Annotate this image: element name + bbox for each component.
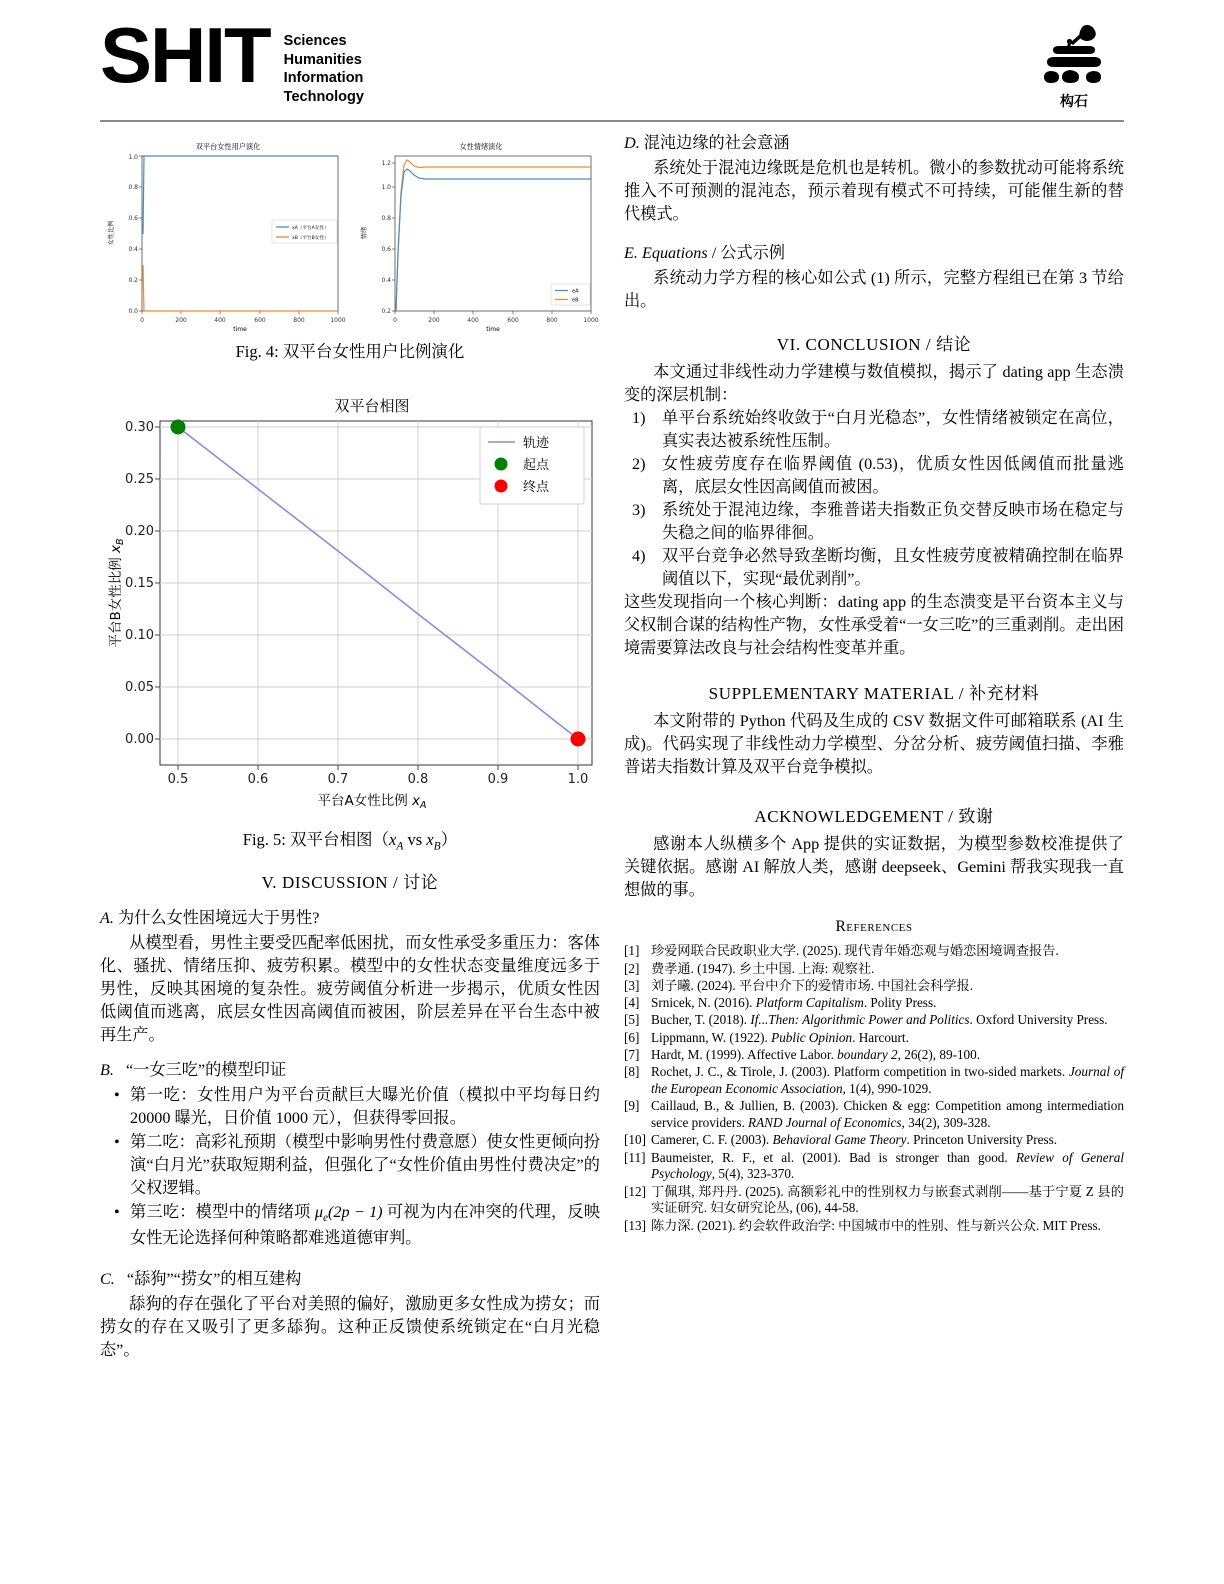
list-item: • 第二吃：高彩礼预期（模型中影响男性付费意愿）使女性更倾向扮演“白月光”获取短期利益，但强化了“女性价值由男性付费决定”的父权逻辑。 bbox=[130, 1131, 600, 1200]
reference-text: 陈力深. (2021). 约会软件政治学: 中国城市中的性别、性与新兴公众. MIT Press. bbox=[651, 1217, 1101, 1233]
list-item: 女性疲劳度存在临界阈值 (0.53)，优质女性因低阈值而批量逃离，底层女性因高阈值而被困。 bbox=[662, 455, 1124, 497]
reference-number: [11] bbox=[624, 1149, 646, 1165]
svg-text:1.2: 1.2 bbox=[381, 160, 391, 167]
chart-female-emotion-evolution bbox=[353, 132, 600, 332]
journal-logo-wordmark: SHIT bbox=[100, 11, 270, 99]
section-heading-conclusion: VI. CONCLUSION / 结论 bbox=[776, 335, 972, 354]
publisher-logo bbox=[1024, 16, 1124, 111]
fig5-caption-post: ） bbox=[440, 830, 458, 850]
fig5-caption-sub-a: A bbox=[396, 840, 404, 853]
svg-text:0.6: 0.6 bbox=[128, 215, 138, 222]
subsection-e-heading bbox=[624, 242, 1124, 265]
reference-text: 费孝通. (1947). 乡土中国. 上海: 观察社. bbox=[651, 960, 875, 976]
reference-text: Camerer, C. F. (2003). Behavioral Game Theory. Princeton University Press. bbox=[651, 1132, 1058, 1148]
svg-text:0.20: 0.20 bbox=[125, 524, 154, 540]
subsection-c-label: C. bbox=[100, 1269, 115, 1288]
chart-dual-platform-phase-diagram bbox=[100, 383, 600, 813]
svg-text:eB: eB bbox=[572, 297, 579, 304]
svg-text:0.30: 0.30 bbox=[125, 420, 154, 436]
paragraph-conclusion-intro: 本文通过非线性动力学建模与数值模拟，揭示了 dating app 生态溃变的深层机制： bbox=[624, 363, 1124, 405]
conclusion-list bbox=[624, 407, 1124, 591]
reference-item bbox=[624, 943, 1124, 960]
reference-number: [5] bbox=[624, 1012, 640, 1028]
svg-text:轨迹: 轨迹 bbox=[523, 436, 550, 452]
svg-text:终点: 终点 bbox=[523, 480, 550, 496]
reference-item bbox=[624, 978, 1124, 995]
subsection-d-label: D. bbox=[624, 134, 640, 152]
reference-item bbox=[624, 1218, 1124, 1235]
svg-text:xA（平台A女性）: xA（平台A女性） bbox=[292, 226, 329, 231]
paragraph-acknowledgement: 感谢本人纵横多个 App 提供的实证数据，为模型参数校准提供了关键依据。感谢 AI 解放人类，感谢 deepseek、Gemini 帮我实现我一直想做的事。 bbox=[624, 835, 1124, 900]
reference-text: 刘子曦. (2024). 平台中介下的爱情市场. 中国社会科学报. bbox=[651, 977, 973, 993]
journal-logo bbox=[100, 11, 364, 106]
reference-number: [3] bbox=[624, 977, 640, 993]
svg-text:200: 200 bbox=[175, 317, 187, 324]
figure-5 bbox=[100, 383, 600, 855]
subsection-b-heading bbox=[100, 1059, 600, 1082]
svg-text:双平台相图: 双平台相图 bbox=[334, 397, 410, 416]
svg-text:0: 0 bbox=[140, 317, 144, 324]
svg-text:0.2: 0.2 bbox=[381, 308, 391, 315]
subsection-e-title-en: Equations bbox=[641, 244, 708, 262]
subsection-a-title: 为什么女性困境远大于男性? bbox=[117, 909, 320, 928]
reference-item bbox=[624, 961, 1124, 978]
paragraph-conclusion-outro: 这些发现指向一个核心判断：dating app 的生态溃变是平台资本主义与父权制合谋的结构性产物，女性承受着“一女三吃”的三重剥削。走出困境需要算法改良与社会结构性变革并重。 bbox=[624, 593, 1124, 658]
svg-text:0.4: 0.4 bbox=[128, 246, 138, 253]
reference-text: 珍爱网联合民政职业大学. (2025). 现代青年婚恋观与婚恋困境调查报告. bbox=[651, 943, 1059, 959]
paragraph-equations: 系统动力学方程的核心如公式 (1) 所示，完整方程组已在第 3 节给出。 bbox=[624, 269, 1124, 310]
subsection-b-title: “一女三吃”的模型印证 bbox=[125, 1061, 287, 1080]
svg-text:200: 200 bbox=[428, 317, 440, 324]
section-heading-supplementary: SUPPLEMENTARY MATERIAL / 补充材料 bbox=[708, 684, 1040, 704]
fig5-caption-pre: Fig. 5: 双平台相图（ bbox=[242, 830, 390, 850]
left-column bbox=[100, 132, 600, 1362]
list-item: 双平台竞争必然导致垄断均衡，且女性疲劳度被精确控制在临界阈值以下，实现“最优剥削”。 bbox=[662, 547, 1124, 589]
section-heading-discussion: V. DISCUSSION / 讨论 bbox=[261, 873, 439, 893]
svg-text:eA: eA bbox=[572, 288, 579, 295]
reference-text: Rochet, J. C., & Tirole, J. (2003). Platform competition in two-sided markets. Journal of the European Economic Association, 1(4), 990-1029. bbox=[651, 1064, 1124, 1096]
svg-text:0.8: 0.8 bbox=[381, 215, 391, 222]
subsection-a-heading bbox=[100, 907, 600, 930]
svg-text:0.05: 0.05 bbox=[125, 680, 154, 696]
reference-list bbox=[624, 943, 1124, 1234]
reference-item bbox=[624, 1132, 1124, 1149]
paragraph-discussion-a: 从模型看，男性主要受匹配率低困扰，而女性承受多重压力：客体化、骚扰、情绪压抑、疲劳积累。模型中的女性状态变量维度远多于男性，反映其困境的复杂性。疲劳阈值分析进一步揭示，优质女性因低阈值而逃离，底层女性因高阈值而被困，阶层差异在平台生态中被再生产。 bbox=[100, 934, 600, 1045]
svg-text:600: 600 bbox=[507, 317, 519, 324]
svg-text:0.5: 0.5 bbox=[167, 772, 189, 788]
svg-text:1.0: 1.0 bbox=[567, 772, 589, 788]
svg-text:0.10: 0.10 bbox=[125, 628, 154, 644]
svg-text:0.8: 0.8 bbox=[128, 184, 138, 191]
tagline-line-1: Sciences bbox=[283, 33, 347, 49]
svg-text:0.8: 0.8 bbox=[407, 772, 429, 788]
svg-text:0.2: 0.2 bbox=[128, 277, 138, 284]
chart-dual-platform-female-ratio bbox=[100, 132, 347, 332]
reference-item bbox=[624, 995, 1124, 1012]
reference-text: Caillaud, B., & Jullien, B. (2003). Chicken & egg: Competition among intermediation service providers. RAND Journal of Economics, 34(2), 309-328. bbox=[651, 1098, 1124, 1131]
list-item bbox=[130, 1201, 600, 1249]
end-point-marker bbox=[571, 732, 586, 747]
section-heading-references: References bbox=[835, 918, 913, 936]
svg-text:女性情绪演化: 女性情绪演化 bbox=[459, 142, 503, 151]
tagline-line-4: Technology bbox=[283, 88, 364, 105]
svg-text:600: 600 bbox=[254, 317, 266, 324]
fig5-caption-xa: x bbox=[389, 830, 397, 850]
paragraph-supplementary: 本文附带的 Python 代码及生成的 CSV 数据文件可邮箱联系 (AI 生成)。代码实现了非线性动力学模型、分岔分析、疲劳阈值扫描、李雅普诺夫指数计算及双平台竞争模拟。 bbox=[624, 712, 1124, 777]
svg-text:0.25: 0.25 bbox=[125, 472, 154, 488]
chart-legend bbox=[480, 427, 584, 504]
reference-number: [4] bbox=[624, 995, 640, 1011]
subsection-e-label: E. bbox=[624, 244, 638, 262]
figure-4 bbox=[100, 132, 600, 363]
masthead bbox=[100, 11, 1124, 122]
svg-text:起点: 起点 bbox=[523, 458, 550, 474]
masthead-divider bbox=[100, 120, 1124, 122]
figure-5-caption bbox=[100, 828, 600, 855]
tagline-line-3: Information bbox=[283, 70, 364, 86]
svg-text:0: 0 bbox=[393, 317, 397, 324]
reference-text: Baumeister, R. F., et al. (2001). Bad is stronger than good. Review of General Psychology, 5(4), 323-370. bbox=[651, 1149, 1124, 1182]
svg-text:1.0: 1.0 bbox=[381, 184, 391, 191]
fig5-caption-sub-b: B bbox=[433, 840, 441, 853]
reference-number: [1] bbox=[624, 943, 640, 959]
list-item: 系统处于混沌边缘，李雅普诺夫指数正负交替反映市场在稳定与失稳之间的临界徘徊。 bbox=[662, 501, 1124, 543]
bullet3-post: 可视为内在冲突的代理，反映女性无论选择何种策略都难逃道德审判。 bbox=[130, 1203, 601, 1247]
reference-text: Lippmann, W. (1922). Public Opinion. Harcourt. bbox=[651, 1029, 909, 1045]
subsection-c-heading bbox=[100, 1268, 600, 1291]
reference-text: Hardt, M. (1999). Affective Labor. boundary 2, 26(2), 89-100. bbox=[651, 1046, 981, 1062]
svg-text:1.0: 1.0 bbox=[128, 154, 138, 161]
reference-item bbox=[624, 1012, 1124, 1029]
subsection-e-title-cn: / 公式示例 bbox=[707, 244, 785, 262]
reference-item bbox=[624, 1030, 1124, 1047]
svg-text:0.0: 0.0 bbox=[128, 308, 138, 315]
paragraph-discussion-d: 系统处于混沌边缘既是危机也是转机。微小的参数扰动可能将系统推入不可预测的混沌态，预示着现有模式不可持续，可能催生新的替代模式。 bbox=[624, 159, 1124, 223]
reference-number: [2] bbox=[624, 960, 640, 976]
svg-text:1000: 1000 bbox=[583, 317, 599, 324]
svg-text:time: time bbox=[486, 326, 500, 332]
svg-text:0.7: 0.7 bbox=[327, 772, 349, 788]
bullet3-pre: 第三吃：模型中的情绪项 bbox=[130, 1203, 315, 1222]
bullet3-expr: (2p − 1) bbox=[328, 1203, 383, 1222]
section-heading-acknowledgement: ACKNOWLEDGEMENT / 致谢 bbox=[754, 807, 994, 827]
reference-number: [8] bbox=[624, 1064, 640, 1080]
svg-text:0.6: 0.6 bbox=[381, 246, 391, 253]
reference-item bbox=[624, 1150, 1124, 1184]
list-item: • 第一吃：女性用户为平台贡献巨大曝光价值（模拟中平均每日约 20000 曝光，日价值 1000 元），但获得零回报。 bbox=[130, 1084, 600, 1130]
reference-number: [6] bbox=[624, 1029, 640, 1045]
journal-logo-tagline bbox=[284, 32, 364, 106]
subsection-a-label: A. bbox=[100, 909, 114, 928]
reference-text: 丁佩琪, 郑丹丹. (2025). 高额彩礼中的性别权力与嵌套式剥削——基于宁夏 Z 县的实证研究. 妇女研究论丛, (06), 44-58. bbox=[651, 1183, 1124, 1216]
reference-text: Bucher, T. (2018). If...Then: Algorithmic Power and Politics. Oxford University Press. bbox=[651, 1012, 1108, 1028]
chart-legend bbox=[551, 284, 590, 305]
reference-item bbox=[624, 1064, 1124, 1098]
svg-text:双平台女性用户演化: 双平台女性用户演化 bbox=[195, 142, 261, 151]
svg-text:800: 800 bbox=[293, 317, 305, 324]
reference-number: [12] bbox=[624, 1183, 646, 1199]
reference-number: [9] bbox=[624, 1098, 640, 1114]
stacked-stones-sisyphus-icon bbox=[1024, 16, 1124, 90]
reference-item bbox=[624, 1184, 1124, 1218]
reference-item bbox=[624, 1047, 1124, 1064]
svg-text:1000: 1000 bbox=[330, 317, 346, 324]
paragraph-discussion-c: 舔狗的存在强化了平台对美照的偏好，激励更多女性成为捞女；而捞女的存在又吸引了更多舔狗。这种正反馈使系统锁定在“白月光稳态”。 bbox=[100, 1294, 600, 1359]
reference-number: [7] bbox=[624, 1046, 640, 1062]
svg-text:0.6: 0.6 bbox=[247, 772, 269, 788]
figure-4-caption: Fig. 4: 双平台女性用户比例演化 bbox=[235, 342, 465, 361]
svg-text:xB（平台B女性）: xB（平台B女性） bbox=[292, 236, 329, 241]
subsection-c-title: “舔狗”“捞女”的相互建构 bbox=[126, 1269, 302, 1288]
fig5-caption-vs: vs bbox=[403, 830, 427, 850]
tagline-line-2: Humanities bbox=[283, 51, 362, 68]
start-point-marker bbox=[171, 420, 186, 435]
subsection-d-title: 混沌边缘的社会意涵 bbox=[643, 134, 790, 152]
svg-text:time: time bbox=[233, 326, 247, 332]
svg-text:0.15: 0.15 bbox=[125, 576, 154, 592]
subsection-b-label: B. bbox=[100, 1061, 114, 1080]
reference-text: Srnicek, N. (2016). Platform Capitalism. Polity Press. bbox=[651, 995, 937, 1011]
fig5-caption-xb: x bbox=[426, 830, 434, 850]
reference-item bbox=[624, 1098, 1124, 1132]
bullet3-mu-sub: e bbox=[322, 1212, 329, 1225]
svg-text:400: 400 bbox=[214, 317, 226, 324]
right-column bbox=[624, 132, 1124, 1235]
svg-text:400: 400 bbox=[467, 317, 479, 324]
svg-text:800: 800 bbox=[546, 317, 558, 324]
list-item: 单平台系统始终收敛于“白月光稳态”，女性情绪被锁定在高位，真实表达被系统性压制。 bbox=[662, 409, 1124, 451]
svg-text:平台A女性比例 xA: 平台A女性比例 $x_A$ bbox=[317, 793, 427, 812]
reference-number: [13] bbox=[624, 1217, 646, 1233]
subsection-d-heading bbox=[624, 132, 1124, 155]
svg-text:女性比例: 女性比例 bbox=[108, 220, 115, 246]
chart-legend bbox=[272, 220, 337, 243]
reference-number: [10] bbox=[624, 1132, 646, 1148]
svg-text:0.4: 0.4 bbox=[381, 277, 391, 284]
bullet3-mu: μ bbox=[314, 1203, 323, 1222]
svg-text:平台B女性比例 xB: 平台B女性比例 $x_B$ bbox=[108, 538, 126, 648]
svg-text:0.00: 0.00 bbox=[125, 732, 154, 748]
publisher-logo-caption: 构石 bbox=[1060, 93, 1088, 109]
svg-text:0.9: 0.9 bbox=[487, 772, 509, 788]
svg-text:情绪: 情绪 bbox=[361, 226, 368, 240]
bullet-list-three-exploitations bbox=[100, 1084, 600, 1249]
